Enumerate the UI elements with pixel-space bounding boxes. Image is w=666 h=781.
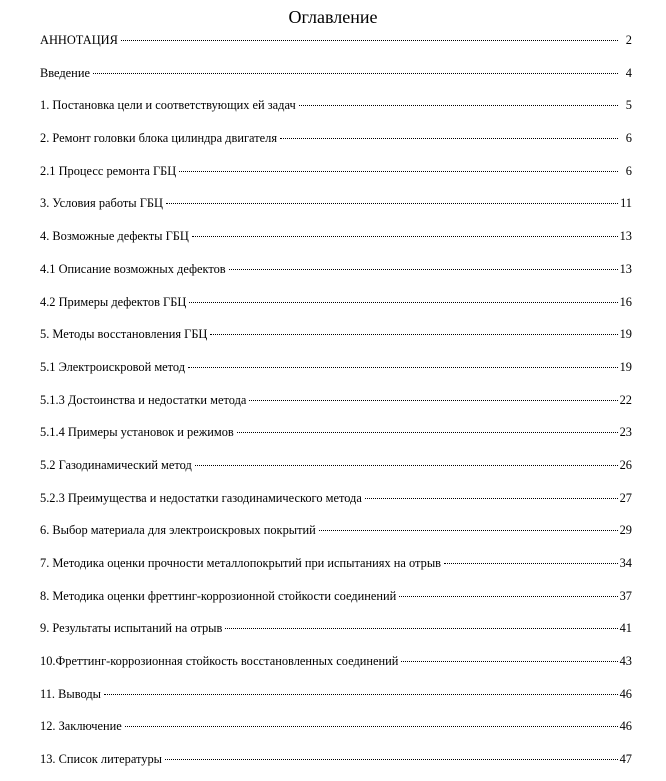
- toc-dot-leader: [195, 465, 618, 466]
- toc-entry[interactable]: [40, 291, 632, 324]
- toc-entry-page-number: 2: [625, 33, 632, 47]
- toc-entry-label: 4.1 Описание возможных дефектов: [40, 261, 226, 276]
- toc-entry[interactable]: [40, 389, 632, 422]
- toc-entry-page-number: 13: [619, 261, 632, 276]
- toc-dot-leader: [237, 432, 618, 433]
- toc-entry-page-number: 19: [619, 359, 632, 374]
- toc-dot-leader: [121, 40, 618, 41]
- toc-entry-page-number: 26: [619, 457, 632, 472]
- toc-entry-label: 9. Результаты испытаний на отрыв: [40, 621, 223, 636]
- toc-dot-leader: [299, 105, 618, 106]
- toc-dot-leader: [189, 302, 617, 303]
- toc-dot-leader: [399, 596, 617, 597]
- toc-entry-label: 5.1.3 Достоинства и недостатки метода: [40, 392, 247, 407]
- toc-entry-label: 5.2.3 Преимущества и недостатки газодинамического метода: [40, 490, 362, 505]
- toc-dot-leader: [179, 171, 618, 172]
- toc-entry[interactable]: [40, 683, 632, 716]
- toc-entry[interactable]: [40, 127, 632, 160]
- toc-dot-leader: [365, 498, 618, 499]
- toc-entry-label: 10.Фреттинг-коррозионная стойкость восстановленных соединений: [40, 654, 399, 669]
- toc-entry[interactable]: [40, 192, 632, 225]
- toc-entry-label: 2. Ремонт головки блока цилиндра двигателя: [40, 131, 278, 146]
- toc-entry-page-number: 29: [619, 523, 632, 538]
- toc-entry[interactable]: [40, 519, 632, 552]
- toc-dot-leader: [166, 203, 618, 204]
- toc-entry-label: 7. Методика оценки прочности металлопокрытий при испытаниях на отрыв: [40, 556, 441, 570]
- toc-entry-page-number: 4: [625, 65, 632, 80]
- toc-entry-label: 5.1.4 Примеры установок и режимов: [40, 425, 234, 440]
- toc-entry-page-number: 5: [625, 98, 632, 113]
- toc-dot-leader: [93, 73, 618, 74]
- toc-entry-label: 11. Выводы: [40, 686, 101, 701]
- toc-entry[interactable]: [40, 421, 632, 454]
- toc-entry-page-number: 41: [619, 621, 632, 636]
- toc-entry[interactable]: [40, 258, 632, 291]
- toc-entry-label: 4.2 Примеры дефектов ГБЦ: [40, 294, 187, 309]
- toc-entry-label: 5. Методы восстановления ГБЦ: [40, 327, 208, 342]
- toc-entry[interactable]: [40, 487, 632, 520]
- toc-dot-leader: [444, 563, 618, 564]
- toc-entry[interactable]: [40, 552, 632, 585]
- toc-entry-page-number: 19: [619, 327, 632, 342]
- toc-entry-page-number: 13: [619, 229, 632, 244]
- toc-entry-page-number: 16: [619, 294, 632, 309]
- toc-list: [40, 29, 632, 781]
- toc-entry-label: 13. Список литературы: [40, 752, 162, 767]
- toc-entry-page-number: 47: [619, 752, 632, 767]
- toc-entry[interactable]: [40, 585, 632, 618]
- toc-title: Оглавление: [288, 7, 378, 27]
- toc-entry[interactable]: [40, 29, 632, 62]
- toc-dot-leader: [125, 726, 618, 727]
- toc-entry-page-number: 11: [620, 196, 632, 211]
- toc-entry-page-number: 37: [619, 588, 632, 603]
- toc-entry-page-number: 34: [619, 556, 632, 570]
- toc-dot-leader: [229, 269, 618, 270]
- toc-dot-leader: [210, 334, 617, 335]
- toc-entry[interactable]: [40, 748, 632, 781]
- toc-entry[interactable]: [40, 617, 632, 650]
- toc-entry-label: 8. Методика оценки фреттинг-коррозионной стойкости соединений: [40, 588, 397, 603]
- toc-entry-page-number: 6: [625, 131, 632, 146]
- toc-entry[interactable]: [40, 650, 632, 683]
- toc-entry-page-number: 46: [619, 719, 632, 734]
- toc-dot-leader: [188, 367, 618, 368]
- toc-entry[interactable]: [40, 715, 632, 748]
- toc-entry-page-number: 46: [619, 686, 632, 701]
- toc-entry-label: 12. Заключение: [40, 719, 122, 734]
- toc-entry-page-number: 22: [619, 392, 632, 407]
- toc-entry-label: 5.1 Электроискровой метод: [40, 359, 186, 374]
- toc-dot-leader: [280, 138, 618, 139]
- toc-entry[interactable]: [40, 160, 632, 193]
- toc-dot-leader: [192, 236, 618, 237]
- toc-entry-label: Введение: [40, 65, 90, 80]
- toc-entry-label: 3. Условия работы ГБЦ: [40, 196, 163, 211]
- toc-dot-leader: [249, 400, 617, 401]
- toc-entry[interactable]: [40, 94, 632, 127]
- toc-entry-page-number: 23: [619, 425, 632, 440]
- toc-entry[interactable]: [40, 323, 632, 356]
- toc-dot-leader: [401, 661, 617, 662]
- toc-dot-leader: [319, 530, 618, 531]
- toc-dot-leader: [225, 628, 617, 629]
- toc-dot-leader: [104, 694, 618, 695]
- toc-entry-page-number: 27: [619, 490, 632, 505]
- toc-entry[interactable]: [40, 225, 632, 258]
- toc-entry[interactable]: [40, 356, 632, 389]
- toc-entry-label: 6. Выбор материала для электроискровых покрытий: [40, 523, 316, 538]
- toc-entry-label: 4. Возможные дефекты ГБЦ: [40, 229, 189, 244]
- toc-entry-label: АННОТАЦИЯ: [40, 33, 118, 47]
- toc-entry-page-number: 43: [619, 654, 632, 669]
- toc-entry-page-number: 6: [625, 163, 632, 178]
- toc-entry[interactable]: [40, 454, 632, 487]
- toc-entry-label: 2.1 Процесс ремонта ГБЦ: [40, 163, 177, 178]
- toc-entry[interactable]: [40, 62, 632, 95]
- toc-entry-label: 1. Постановка цели и соответствующих ей задач: [40, 98, 296, 113]
- toc-entry-label: 5.2 Газодинамический метод: [40, 457, 192, 472]
- toc-dot-leader: [165, 759, 618, 760]
